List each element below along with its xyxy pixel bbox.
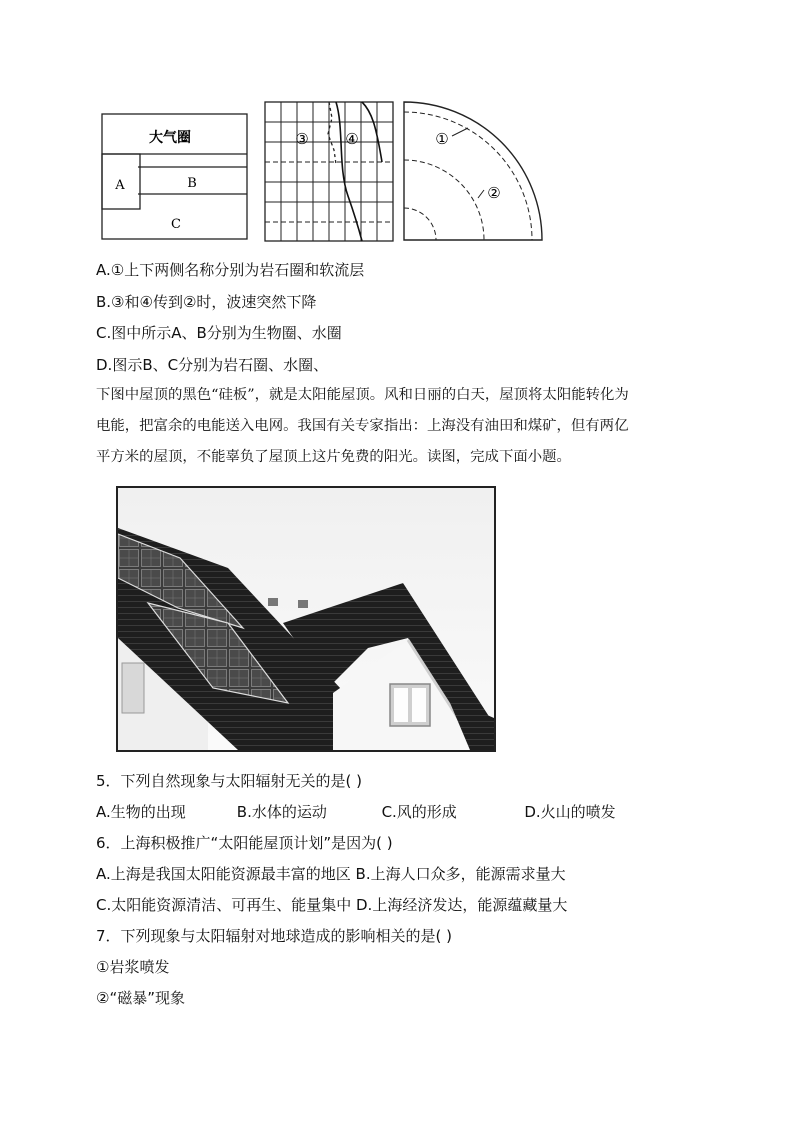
q5-option-c: C.风的形成 xyxy=(381,803,457,821)
reading-passage xyxy=(96,380,706,473)
label-three: ③ xyxy=(295,130,309,148)
solar-roof-photo xyxy=(116,486,496,752)
passage-line: 下图中屋顶的黑色“硅板”，就是太阳能屋顶。风和日丽的白天，屋顶将太阳能转化为 xyxy=(96,387,629,403)
q4-option-c: C.图中所示A、B分别为生物圈、水圈 xyxy=(96,324,342,342)
atmosphere-label: 大气圈 xyxy=(149,130,191,146)
earth-layers-arc-diagram xyxy=(404,102,542,240)
q6-stem: 6．上海积极推广“太阳能屋顶计划”是因为( ) xyxy=(96,834,393,852)
sphere-box-diagram xyxy=(102,114,247,239)
q5-stem: 5．下列自然现象与太阳辐射无关的是( ) xyxy=(96,772,363,790)
q4-option-a: A.①上下两侧名称分别为岩石圈和软流层 xyxy=(96,261,365,279)
seismic-grid-diagram xyxy=(265,102,393,241)
q5-option-a: A.生物的出现 xyxy=(96,803,186,821)
q6-options-line1: A.上海是我国太阳能资源最丰富的地区 B.上海人口众多，能源需求量大 xyxy=(96,865,566,883)
passage-line: 平方米的屋顶，不能辜负了屋顶上这片免费的阳光。读图，完成下面小题。 xyxy=(96,449,571,465)
q7-stem: 7．下列现象与太阳辐射对地球造成的影响相关的是( ) xyxy=(96,927,453,945)
q6-options-line2: C.太阳能资源清洁、可再生、能量集中 D.上海经济发达，能源蕴藏量大 xyxy=(96,896,568,914)
solar-roof-illustration xyxy=(118,488,494,750)
label-c: C xyxy=(171,217,181,232)
q5-option-d: D.火山的喷发 xyxy=(524,803,616,821)
label-b: B xyxy=(187,176,197,191)
passage-line: 电能，把富余的电能送入电网。我国有关专家指出：上海没有油田和煤矿，但有两亿 xyxy=(96,418,629,434)
figures-svg xyxy=(100,98,550,246)
q5-option-b: B.水体的运动 xyxy=(236,803,327,821)
label-one: ① xyxy=(435,130,449,148)
label-two: ② xyxy=(487,184,501,202)
q5-options xyxy=(96,802,616,822)
q7-item-1: ①岩浆喷发 xyxy=(96,958,170,976)
q4-option-d: D.图示B、C分别为岩石圈、水圈、 xyxy=(96,356,329,374)
earth-sphere-figures xyxy=(100,98,550,246)
label-a: A xyxy=(115,178,125,193)
q4-option-b: B.③和④传到②时，波速突然下降 xyxy=(96,293,317,311)
label-four: ④ xyxy=(345,130,359,148)
q7-item-2: ②“磁暴”现象 xyxy=(96,989,185,1007)
